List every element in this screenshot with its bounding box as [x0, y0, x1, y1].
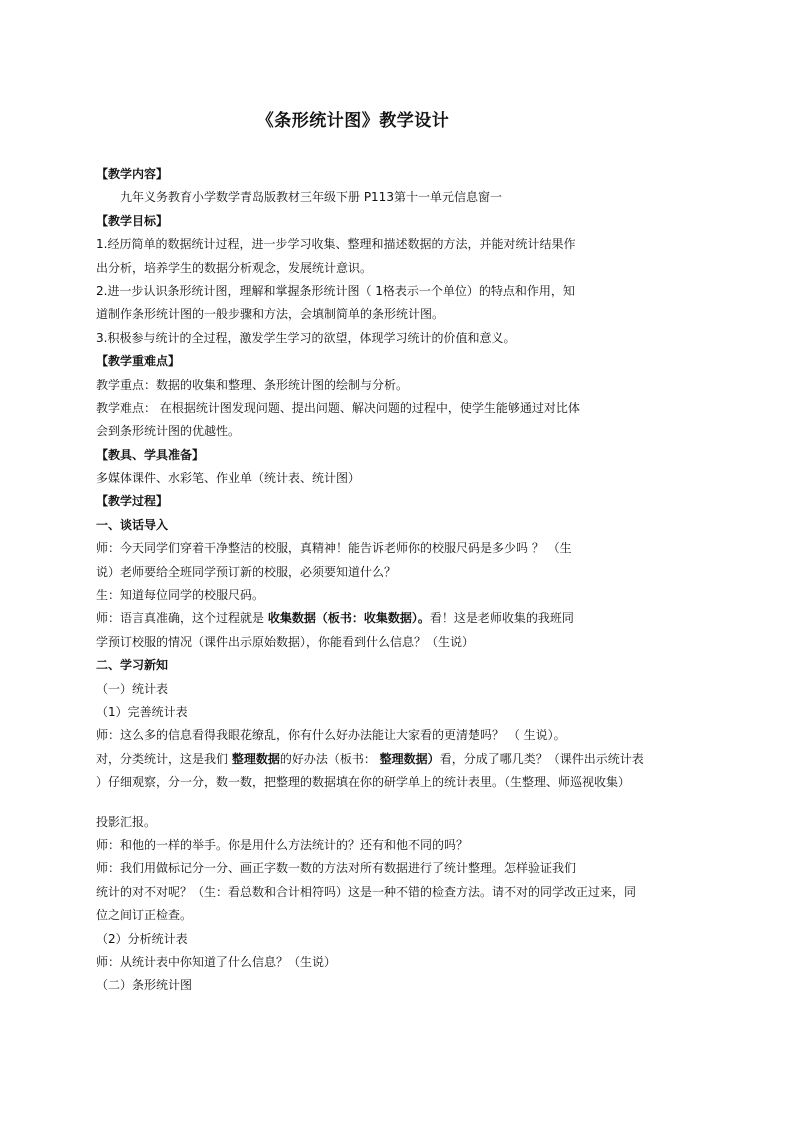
section-heading: 【教具、学具准备】 — [96, 447, 205, 462]
text-span: 看！这是老师收集的我班同 — [429, 611, 574, 626]
section-heading: 一、谈话导入 — [96, 517, 169, 532]
section-heading: 【教学重难点】 — [96, 354, 181, 369]
section-heading: 【教学内容】 — [96, 167, 169, 181]
text-line: 说）老师要给全班同学预订新的校服，必须要知道什么？ — [96, 564, 397, 579]
text-line: 师：我们用做标记分一分、画正字数一数的方法对所有数据进行了统计整理。怎样验证我们 — [96, 861, 577, 876]
text-line: 位之间订正检查。 — [96, 908, 193, 923]
text-line: 1.经历简单的数据统计过程，进一步学习收集、整理和描述数据的方法，并能对统计结果作 — [96, 237, 576, 252]
text-line: 教学重点：数据的收集和整理、条形统计图的绘制与分析。 — [96, 377, 409, 392]
text-span: 的好办法（板书： — [279, 751, 380, 766]
bold-text: 整理数据 — [231, 751, 280, 766]
text-line: 学预订校服的情况（课件出示原始数据），你能看到什么信息？（生说） — [96, 634, 475, 649]
document-body — [96, 163, 706, 998]
text-line: 道制作条形统计图的一般步骤和方法，会填制简单的条形统计图。 — [96, 307, 445, 322]
text-line: （二）条形统计图 — [96, 978, 193, 993]
text-span: 师：语言真准确，这个过程就是 — [96, 611, 268, 626]
section-heading: 【教学目标】 — [96, 213, 169, 228]
document-title: 《条形统计图》教学设计 — [256, 111, 450, 131]
section-heading: 二、学习新知 — [96, 658, 169, 673]
text-line: 生：知道每位同学的校服尺码。 — [96, 588, 265, 603]
text-line: 师：和他的一样的举手。你是用什么方法统计的？还有和他不同的吗？ — [96, 837, 469, 852]
text-line — [96, 607, 706, 630]
paragraph-spacer — [96, 795, 706, 811]
text-line — [96, 748, 706, 771]
text-line: 出分析，培养学生的数据分析观念，发展统计意识。 — [96, 260, 373, 275]
bold-text: 收集数据（板书：收集数据）。 — [267, 611, 430, 626]
text-line: 教学难点： 在根据统计图发现问题、提出问题、解决问题的过程中，使学生能够通过对比体 — [96, 400, 580, 415]
bold-text: 整理数据） — [379, 751, 440, 766]
text-span: 对，分类统计，这是我们 — [96, 751, 232, 766]
text-line: 九年义务教育小学数学青岛版教材三年级下册 P113第十一单元信息窗一 — [120, 190, 502, 205]
text-line: 2.进一步认识条形统计图，理解和掌握条形统计图（ 1格表示一个单位）的特点和作用，知 — [96, 283, 575, 298]
text-line: （1）完善统计表 — [96, 704, 188, 719]
text-line: 统计的对不对呢？（生：看总数和合计相符吗）这是一种不错的检查方法。请不对的同学改正过来，同 — [96, 884, 637, 899]
text-line: （一）统计表 — [96, 681, 169, 696]
text-line: 师：今天同学们穿着干净整洁的校服，真精神！能告诉老师你的校服尺码是多少吗 ？ （生 — [96, 541, 572, 556]
text-line: ）仔细观察，分一分，数一数，把整理的数据填在你的研学单上的统计表里。（生整理、师巡视收集） — [96, 775, 631, 790]
text-line: （2）分析统计表 — [96, 931, 188, 946]
text-line: 3.积极参与统计的全过程，激发学生学习的欲望，体现学习统计的价值和意义。 — [96, 330, 516, 345]
text-line: 多媒体课件、水彩笔、作业单（统计表、统计图） — [96, 471, 361, 486]
text-span: 看，分成了哪几类？（课件出示统计表 — [439, 751, 644, 766]
text-line: 师：这么多的信息看得我眼花缭乱，你有什么好办法能让大家看的更清楚吗？ （ 生说）。 — [96, 728, 566, 743]
section-heading: 【教学过程】 — [96, 494, 169, 509]
text-line: 师：从统计表中你知道了什么信息？（生说） — [96, 954, 337, 969]
text-line: 会到条形统计图的优越性。 — [96, 424, 241, 439]
text-line: 投影汇报。 — [96, 814, 157, 829]
